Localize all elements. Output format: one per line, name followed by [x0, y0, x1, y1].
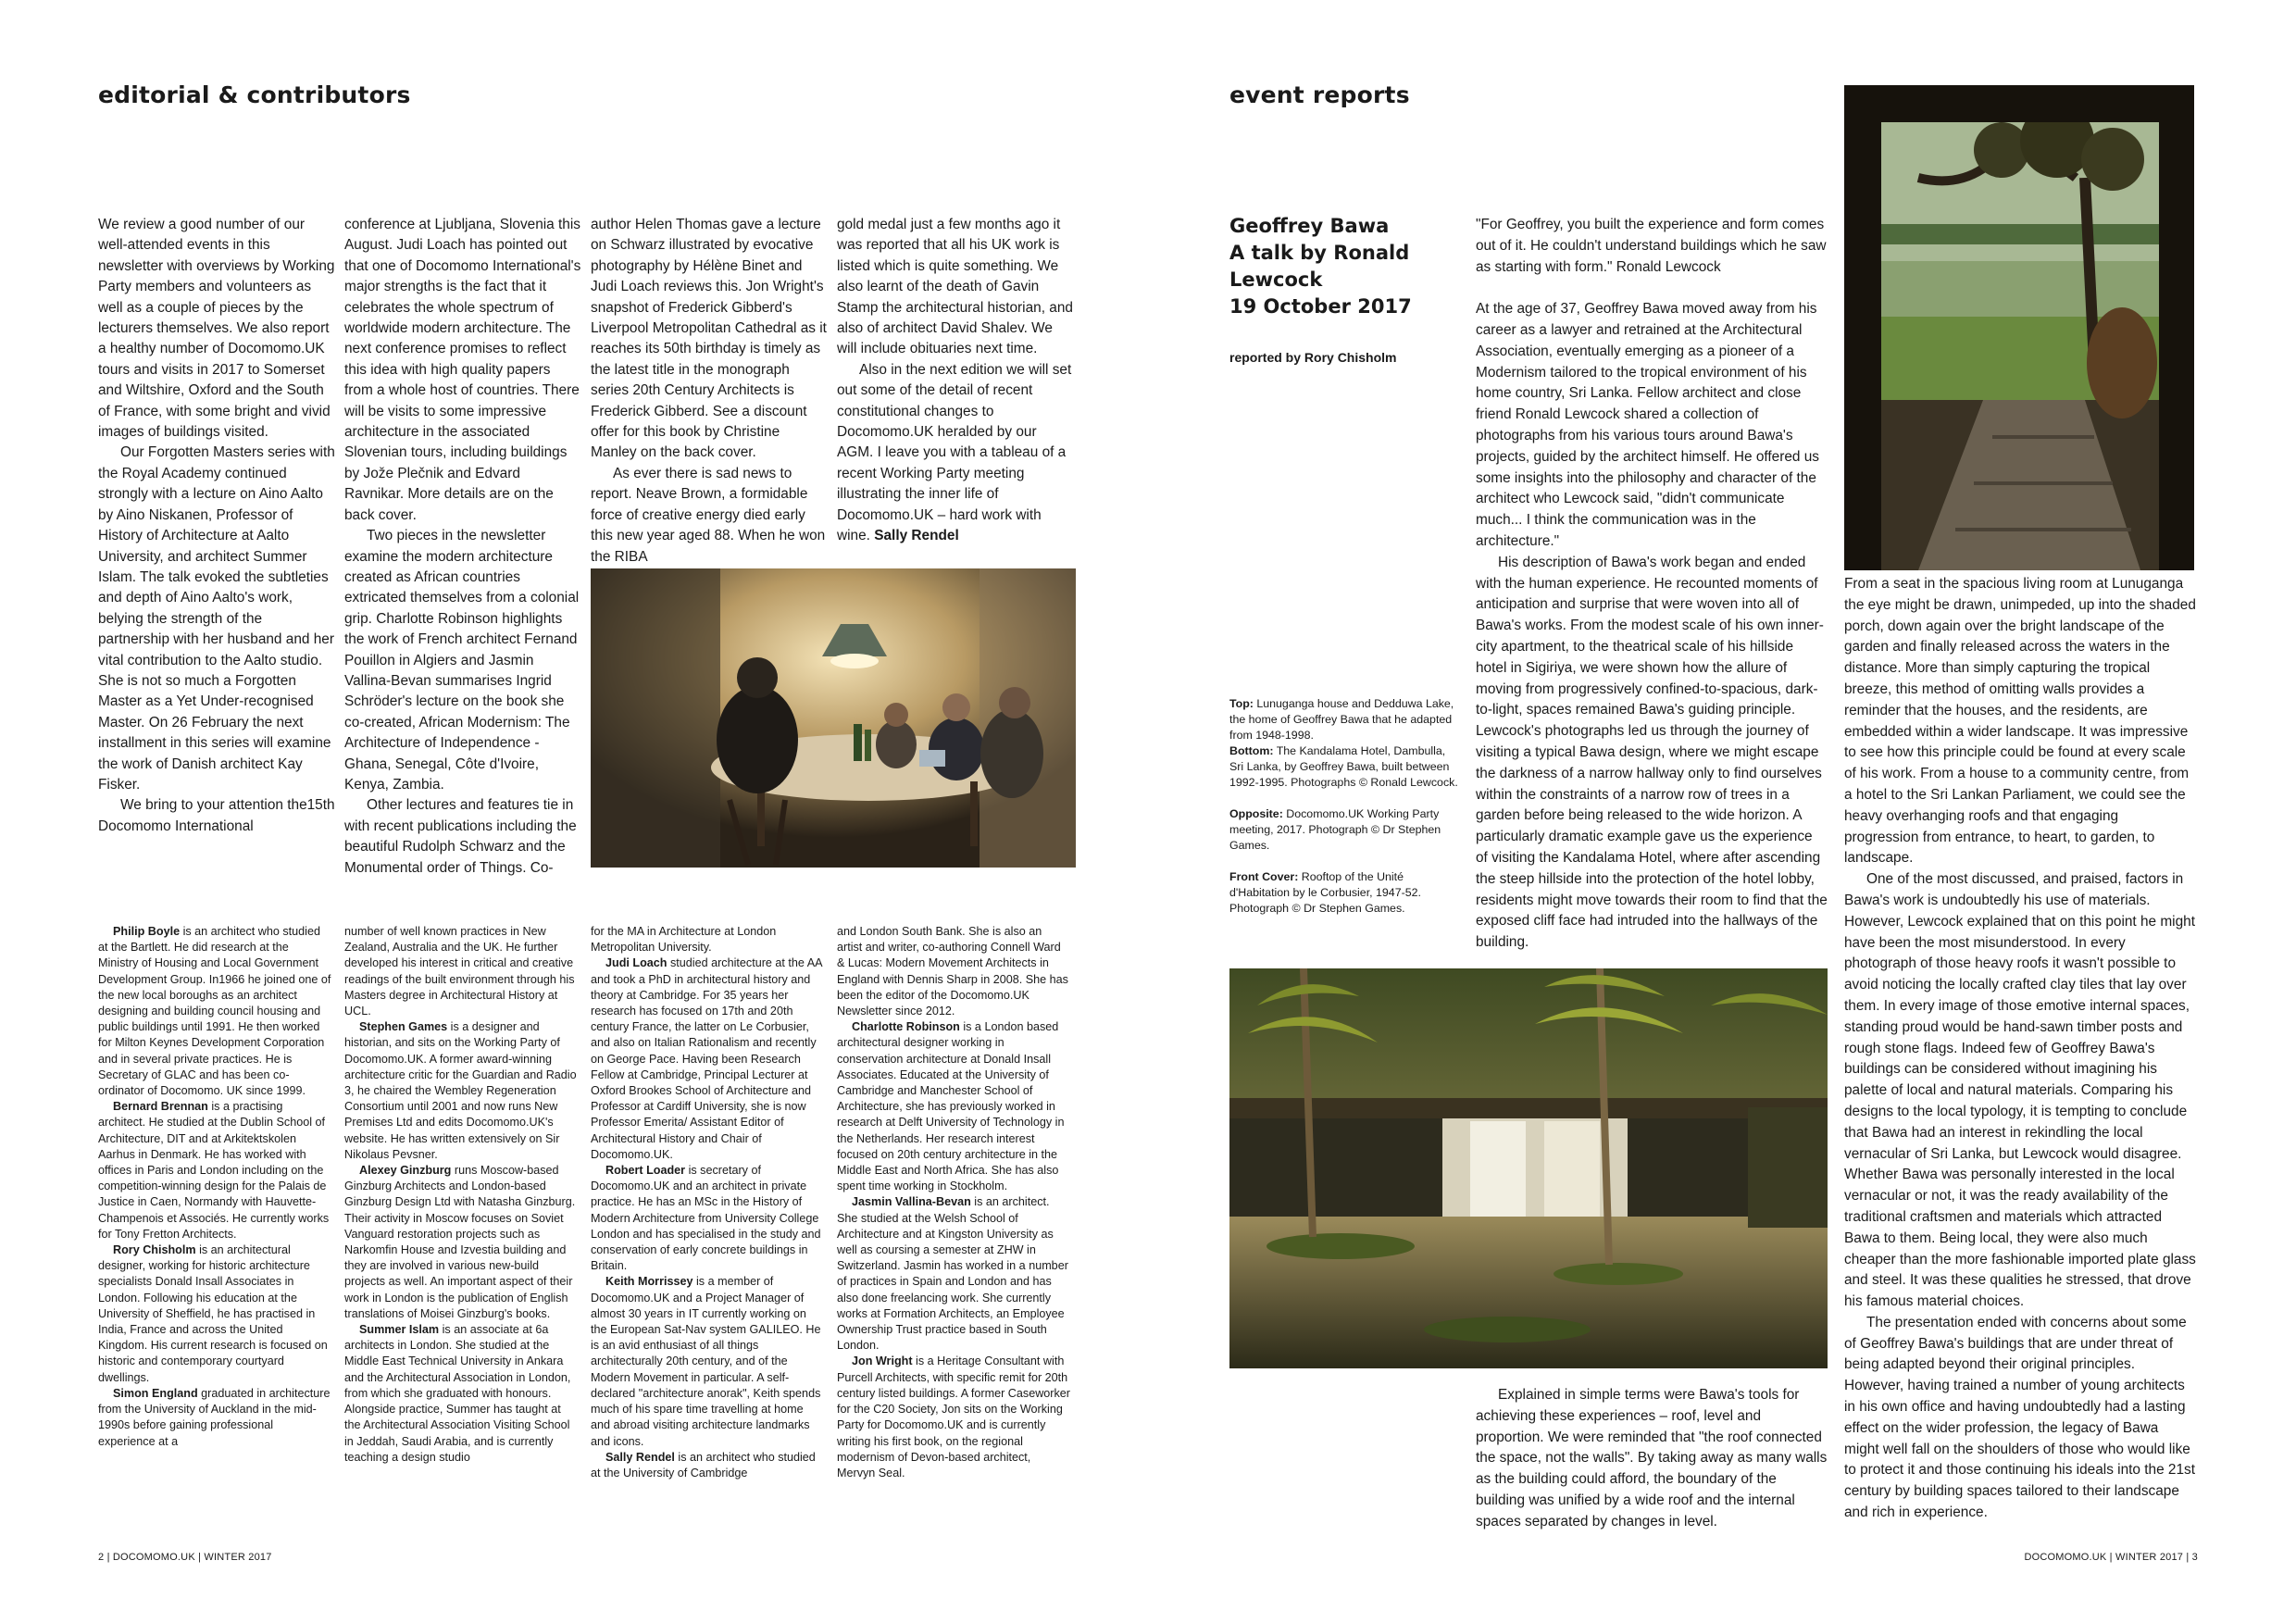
- bio-entry: [591, 1274, 824, 1449]
- bio-entry: [837, 1019, 1070, 1194]
- caption-label: Opposite:: [1229, 807, 1283, 820]
- editorial-closing-text: Also in the next edition we will set out some of the detail of recent constitutional changes to Docomomo.UK heralded by our AGM. I leave you with a tableau of a recent Working Party meeting illustrating the inner life of Docomomo.UK – hard work with wine.: [837, 361, 1072, 544]
- bio-name: Rory Chisholm: [113, 1243, 196, 1257]
- bio-entry: [98, 1099, 331, 1242]
- report-paragraph: His description of Bawa's work began and ended with the human experience. He recounted moments of anticipation and surprise that were woven into all of Bawa's works. From the modest scale of his own inner-city apartment, to the theatrical scale of his hillside hotel in Sigiriya, we were shown how the allure of moving from progressively confined-to-spacious, dark-to-light, spaces remained Bawa's guiding principle. Lewcock's photographs led us through the journey of visiting a typical Bawa design, where we might escape the darkness of a narrow hallway only to find ourselves within the constraints of a narrow row of trees in a garden before being released to the wide horizon. A particularly dramatic example gave us the experience of visiting the Kandalama Hotel, where after ascending the steep hillside into the protection of the hotel lobby, residents might move towards their room to find that the exposed cliff face had intruded into the hallways of the building.: [1476, 554, 1828, 951]
- report-col-middle-top: [1476, 215, 1828, 954]
- photo-captions: [1229, 696, 1461, 932]
- report-quote: "For Geoffrey, you built the experience and form comes out of it. He couldn't understand buildings which he saw as starting with form." Ronald Lewcock: [1476, 217, 1827, 275]
- bio-name: Bernard Brennan: [113, 1100, 208, 1114]
- caption-text: Rooftop of the Unité d'Habitation by le Corbusier, 1947-52. Photograph © Dr Stephen Games.: [1229, 870, 1421, 915]
- left-page-footer: 2 | DOCOMOMO.UK | WINTER 2017: [98, 1552, 272, 1563]
- right-page-footer: DOCOMOMO.UK | WINTER 2017 | 3: [2024, 1552, 2198, 1563]
- bio-entry: [344, 1163, 578, 1322]
- bio-text: is a Heritage Consultant with Purcell Architects, with specific remit for 20th century listed buildings. A former Caseworker for the C20 Society, Jon sits on the Working Party for Docomomo.UK and is currently writing his first book, on the regional modernism of Devon-based architect, Mervyn Seal.: [837, 1355, 1070, 1479]
- bios-col-1: [98, 924, 331, 1450]
- bio-entry: [591, 924, 824, 955]
- caption-top: [1229, 696, 1461, 743]
- bio-entry: [837, 924, 1070, 1019]
- report-col-middle-bottom: [1476, 1385, 1828, 1533]
- bio-name: Alexey Ginzburg: [359, 1164, 452, 1178]
- editorial-col-4: [837, 215, 1074, 547]
- bio-entry: [591, 1450, 824, 1481]
- report-col-right: [1844, 574, 2196, 1524]
- talk-title-line: 19 October 2017: [1229, 295, 1412, 318]
- bio-entry: [344, 1322, 578, 1466]
- bio-entry: [98, 1242, 331, 1386]
- caption-label: Front Cover:: [1229, 870, 1299, 883]
- editorial-paragraph: gold medal just a few months ago it was reported that all his UK work is listed which is quite something. We also learnt of the death of Gavin Stamp the architectural historian, and also of architect David Shalev. We will include obituaries next time.: [837, 217, 1073, 357]
- bio-name: Summer Islam: [359, 1323, 440, 1337]
- bio-entry: [98, 1386, 331, 1450]
- meeting-photo-illustration: [591, 568, 1076, 868]
- bio-entry: [837, 1194, 1070, 1354]
- bio-text: is a designer and historian, and sits on the Working Party of Docomomo.UK. A former award-winning architecture critic for the Guardian and Radio 3, he chaired the Wembley Regeneration Consortium until 2001 and now runs New Premises Ltd and edits Docomomo.UK's website. He has written extensively on Sir Nikolaus Pevsner.: [344, 1020, 577, 1161]
- bio-name: Philip Boyle: [113, 925, 181, 938]
- lunuganga-house-photo: [1844, 85, 2194, 570]
- caption-text: Docomomo.UK Working Party meeting, 2017. Photograph © Dr Stephen Games.: [1229, 807, 1441, 852]
- bio-name: Jasmin Vallina-Bevan: [852, 1195, 971, 1209]
- editorial-paragraph: As ever there is sad news to report. Neave Brown, a formidable force of creative energy died early this new year aged 88. When he won the RIBA: [591, 465, 826, 565]
- bio-name: Stephen Games: [359, 1020, 448, 1034]
- bio-name: Simon England: [113, 1386, 198, 1400]
- editorial-paragraph: We review a good number of our well-attended events in this newsletter with overviews by Working Party members and volunteers as well as a couple of pieces by the lecturers themselves. We also report a healthy number of Docomomo.UK tours and visits in 2017 to Somerset and Wiltshire, Oxford and the South of France, with some bright and vivid images of buildings visited.: [98, 217, 335, 441]
- bio-text: studied architecture at the AA and took a PhD in architectural history and theory at Cambridge. For 35 years her research has focused on 17th and 20th century France, the latter on Le Corbusier, and also on Italian Rationalism and recently on George Pace. Having been Research Fellow at Cambridge, Principal Lecturer at Oxford Brookes School of Architecture and Professor at Cardiff University, she is now Professor Emerita/ Assistant Editor of Architectural History and Chair of Docomomo.UK.: [591, 956, 822, 1161]
- bio-text: is an architectural designer, working for historic architecture specialists Donald Insall Associates in London. Following his education at the University of Sheffield, he has practised in India, France and across the United Kingdom. His current research is focused on historic and contemporary courtyard dwellings.: [98, 1243, 328, 1384]
- bio-name: Robert Loader: [605, 1164, 686, 1178]
- report-paragraph: The presentation ended with concerns about some of Geoffrey Bawa's buildings that are under threat of being adapted beyond their original principles. However, having trained a number of young architects in his own office and having undoubtedly had a lasting effect on the wider profession, the legacy of Bawa might well fall on the shoulders of those who would like to protect it and those continuing his ideals into the 21st century by building spaces tailored to their landscape and rich in experience.: [1844, 1314, 2196, 1521]
- report-paragraph: One of the most discussed, and praised, factors in Bawa's work is undoubtedly his use of materials. However, Lewcock explained that on this point he might have been the most misunderstood. In every photograph of those heavy roofs it wasn't possible to avoid noticing the locally crafted clay tiles that lay over them. In every image of those emotive internal spaces, standing proud would be hand-sawn timber posts and rough stone flags. Indeed few of Geoffrey Bawa's buildings can be considered without imagining his palette of local and natural materials. Comparing his designs to the local typology, it is tempting to conclude that Bawa had an interest in rekindling the local vernacular of Sri Lanka, but Lewcock would disagree. Whether Bawa was personally interested in the local vernacular or not, it was the ready availability of the traditional craftsmen and materials which attracted Bawa to them. Being local, they were also much cheaper than the more fashionable imported plate glass and steel. It was these qualities he stressed, that drove his famous material choices.: [1844, 871, 2196, 1310]
- editorial-paragraph: Our Forgotten Masters series with the Royal Academy continued strongly with a lecture on Aino Aalto by Aino Niskanen, Professor of History of Architecture at Aalto University, and architect Summer Islam. The talk evoked the subtleties and depth of Aino Aalto's work, belying the strength of the partnership with her husband and her vital contribution to the Aalto studio. She is not so much a Forgotten Master as a Yet Under-recognised Master. On 26 February the next installment in this series will examine the work of Danish architect Kay Fisker.: [98, 444, 335, 793]
- bio-text: for the MA in Architecture at London Metropolitan University.: [591, 925, 777, 955]
- bio-text: is an architect. She studied at the Welsh School of Architecture and at Kingston University as well as coursing a semester at ZHW in Switzerland. Jasmin has worked in a number of practices in Spain and London and has also done freelancing work. She currently works at Formation Architects, an Employee Ownership Trust practice based in South London.: [837, 1195, 1068, 1353]
- caption-text: Lunuganga house and Dedduwa Lake, the home of Geoffrey Bawa that he adapted from 1948-1998.: [1229, 697, 1454, 742]
- bio-name: Charlotte Robinson: [852, 1020, 960, 1034]
- kandalama-hotel-photo: [1229, 968, 1828, 1368]
- caption-label: Bottom:: [1229, 744, 1274, 757]
- editorial-col-1: [98, 215, 335, 837]
- bio-text: is a member of Docomomo.UK and a Project Manager of almost 30 years in IT currently working on the European Sat-Nav system GALILEO. He is an avid enthusiast of all things architecturally 20th century, and of the Modern Movement in particular. A self-declared "architecture anorak", Keith spends much of his spare time travelling at home and abroad visiting architecture landmarks and icons.: [591, 1275, 821, 1448]
- bio-text: is an associate at 6a architects in London. She studied at the Middle East Technical University in Ankara and the Architectural Association in London, from which she graduated with honours. Alongside practice, Summer has taught at the Architectural Association Visiting School in Jeddah, Saudi Arabia, and is currently teaching a design studio: [344, 1323, 571, 1464]
- report-spacer: [1476, 278, 1828, 299]
- bio-text: and London South Bank. She is also an artist and writer, co-authoring Connell Ward & Lucas: Modern Movement Architects in England with Dennis Sharp in 2008. She has been the editor of the Docomomo.UK Newsletter since 2012.: [837, 925, 1068, 1018]
- talk-title: [1229, 213, 1470, 320]
- reported-by: reported by Rory Chisholm: [1229, 350, 1397, 365]
- report-paragraph: Explained in simple terms were Bawa's tools for achieving these experiences – roof, level and proportion. We were reminded that "the roof connected the space, not the walls". By taking away as many walls as the building could afford, the boundary of the building was unified by a wide roof and the internal spaces separated by changes in level.: [1476, 1387, 1828, 1529]
- bio-text: is a London based architectural designer working in conservation architecture at Donald Insall Associates. Educated at the University of Cambridge and Manchester School of Architecture, she has previously worked in research at Delft University of Technology in the Netherlands. Her research interest focused on 20th century architecture in the Middle East and North Africa. She has also spent time working in Stockholm.: [837, 1020, 1065, 1193]
- bio-name: Jon Wright: [852, 1355, 913, 1368]
- bio-entry: [344, 1019, 578, 1163]
- editorial-paragraph: author Helen Thomas gave a lecture on Schwarz illustrated by evocative photography by Hélène Binet and Judi Loach reviews this. Jon Wright's snapshot of Frederick Gibberd's Liverpool Metropolitan Cathedral as it reaches its 50th birthday is timely as the latest title in the monograph series 20th Century Architects is Frederick Gibberd. See a discount offer for this book by Christine Manley on the back cover.: [591, 217, 827, 461]
- bio-name: Sally Rendel: [605, 1450, 675, 1464]
- caption-front-cover: [1229, 869, 1461, 917]
- editorial-paragraph: We bring to your attention the15th Docomomo International: [98, 797, 335, 834]
- editorial-paragraph: Two pieces in the newsletter examine the modern architecture created as African countries extricated themselves from a colonial grip. Charlotte Robinson highlights the work of French architect Fernand Pouillon in Algiers and Jasmin Vallina-Bevan summarises Ingrid Schröder's lecture on the book she co-created, African Modernism: The Architecture of Independence - Ghana, Senegal, Côte d'Ivoire, Kenya, Zambia.: [344, 528, 580, 793]
- bios-col-2: [344, 924, 578, 1466]
- editor-signature: Sally Rendel: [874, 528, 959, 544]
- bio-name: Judi Loach: [605, 956, 668, 970]
- bio-text: graduated in architecture from the University of Auckland in the mid-1990s before gaining professional experience at a: [98, 1386, 331, 1448]
- bio-entry: [591, 1163, 824, 1274]
- caption-opposite: [1229, 806, 1461, 854]
- bio-text: is a practising architect. He studied at the Dublin School of Architecture, DIT and at Arkitektskolen Aarhus in Denmark. He has worked with offices in Paris and London including on the competition-winning design for the Palais de Justice in Caen, Normandy with Hauvette-Champenois et Associés. He currently works for Tony Fretton Architects.: [98, 1100, 330, 1241]
- editorial-col-3: [591, 215, 828, 568]
- bio-entry: [837, 1354, 1070, 1481]
- bio-text: number of well known practices in New Zealand, Australia and the UK. He further developed his interest in critical and creative readings of the built environment through his Masters degree in Architectural History at UCL.: [344, 925, 575, 1018]
- working-party-meeting-photo: [591, 568, 1076, 868]
- report-paragraph: At the age of 37, Geoffrey Bawa moved away from his career as a lawyer and retrained at the Architectural Association, eventually emerging as a pioneer of a Modernism tailored to the tropical environment of his home country, Sri Lanka. Fellow architect and close friend Ronald Lewcock shared a collection of photographs from his various tours around Bawa's projects, guided by the architect himself. He offered us some insights into the philosophy and character of the architect who Lewcock said, "didn't communicate much... I think the communication was in the architecture.": [1476, 301, 1819, 549]
- bio-text: is an architect who studied at the Bartlett. He did research at the Ministry of Housing and Local Government Development Group. In1966 he joined one of the new local boroughs as an architect designing and building council housing and public buildings until 1991. He then worked for Milton Keynes Development Corporation and in several private practices. He is Secretary of GLAC and has been co-ordinator of Docomomo. UK since 1999.: [98, 925, 331, 1098]
- bio-entry: [591, 955, 824, 1163]
- editorial-paragraph: conference at Ljubljana, Slovenia this August. Judi Loach has pointed out that one of Docomomo International's major strengths is the fact that it celebrates the whole spectrum of worldwide modern architecture. The next conference promises to reflect this idea with high quality papers from a whole host of countries. There will be visits to some impressive architecture in the associated Slovenian tours, including buildings by Jože Plečnik and Edvard Ravnikar. More details are on the back cover.: [344, 217, 581, 523]
- report-paragraph: From a seat in the spacious living room at Lunuganga the eye might be drawn, unimpeded, up into the shaded porch, down again over the bright landscape of the garden and finally released across the waters in the distance. More than simply capturing the tropical breeze, this method of omitting walls provides a reminder that the houses, and the residents, are embedded within a wider landscape. It was impressive to see how this principle could be found at every scale of his work. From a house to a community centre, from a hotel to the Sri Lankan Parliament, we could see the heavy overhanging roofs and that engaging progression from entrance, to heart, to garden, to landscape.: [1844, 576, 2196, 867]
- bios-col-3: [591, 924, 824, 1481]
- talk-title-line: A talk by Ronald: [1229, 242, 1410, 264]
- caption-label: Top:: [1229, 697, 1254, 710]
- talk-title-line: Lewcock: [1229, 268, 1323, 291]
- caption-bottom: [1229, 743, 1461, 791]
- bio-text: is secretary of Docomomo.UK and an architect in private practice. He has an MSc in the History of Modern Architecture from University College London and has specialised in the study and conservation of early concrete buildings in Britain.: [591, 1164, 821, 1273]
- bio-text: runs Moscow-based Ginzburg Architects and London-based Ginzburg Design Ltd with Natasha Ginzburg. Their activity in Moscow focuses on Soviet Vanguard restoration projects such as Narkomfin House and Izvestia building and they are involved in various new-build projects as well. An important aspect of their work in London is the publication of English translations of Moisei Ginzburg's books.: [344, 1164, 576, 1320]
- bio-text: is an architect who studied at the University of Cambridge: [591, 1450, 816, 1479]
- section-title-editorial: editorial & contributors: [98, 81, 411, 108]
- caption-text: The Kandalama Hotel, Dambulla, Sri Lanka, by Geoffrey Bawa, built between 1992-1995. Photographs © Ronald Lewcock.: [1229, 744, 1458, 789]
- bio-name: Keith Morrissey: [605, 1275, 693, 1289]
- editorial-col-2: [344, 215, 581, 879]
- bio-entry: [344, 924, 578, 1019]
- editorial-paragraph: Other lectures and features tie in with recent publications including the beautiful Rudolph Schwarz and the Monumental order of Things. Co-: [344, 797, 577, 876]
- kandalama-photo-illustration: [1229, 968, 1828, 1368]
- section-title-event-reports: event reports: [1229, 81, 1410, 108]
- bio-entry: [98, 924, 331, 1099]
- talk-title-line: Geoffrey Bawa: [1229, 215, 1390, 237]
- editorial-paragraph: [837, 360, 1074, 547]
- lunuganga-photo-illustration: [1844, 85, 2194, 570]
- bios-col-4: [837, 924, 1070, 1481]
